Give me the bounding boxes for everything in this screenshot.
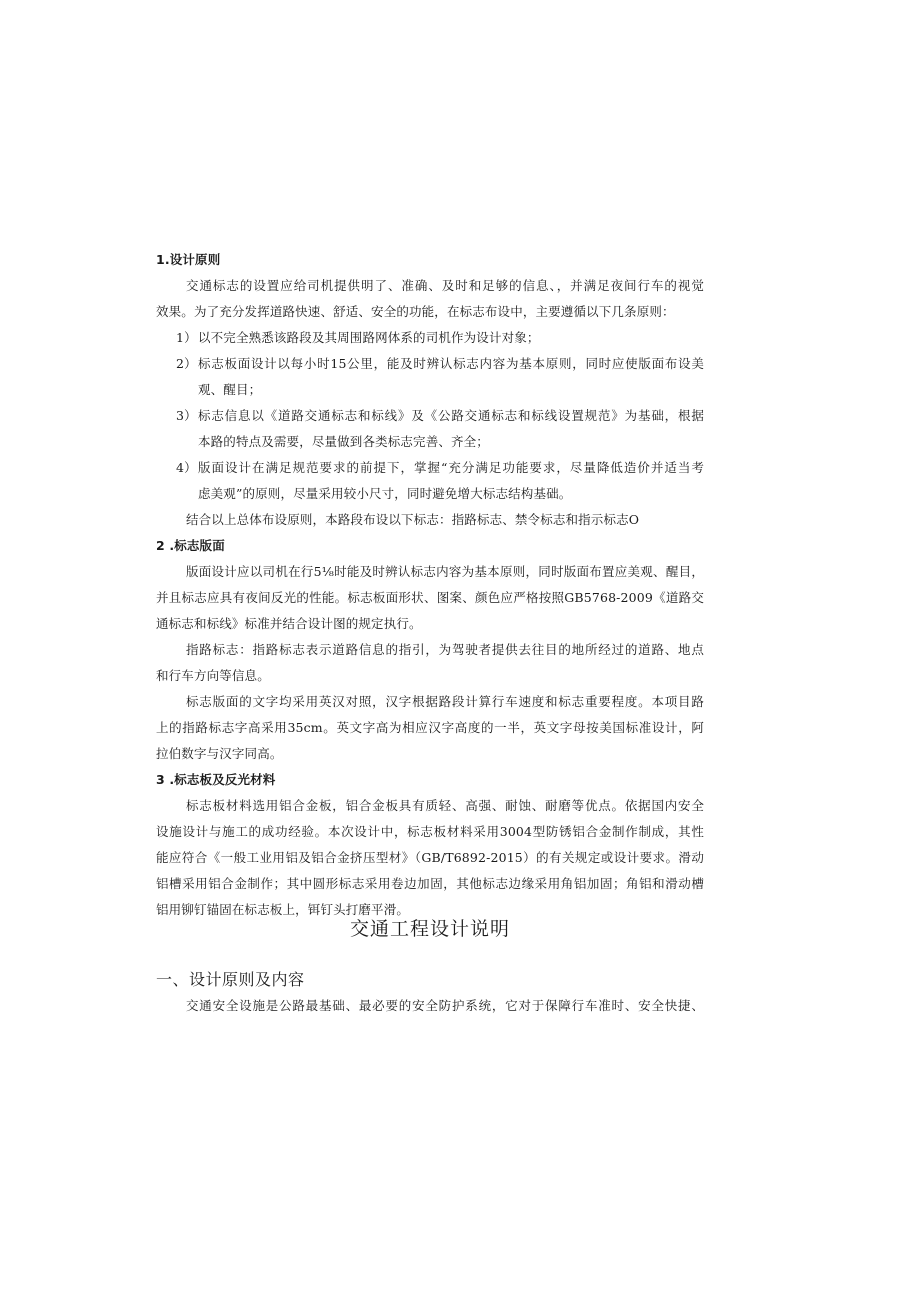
paragraph-line: 拉伯数字与汉字同高。 bbox=[156, 746, 283, 761]
paragraph-line: 标志版面的文字均采用英汉对照，汉字根据路段计算行车速度和标志重要程度。本项目路 bbox=[186, 694, 704, 709]
section-heading-sign-materials: 3 .标志板及反光材料 bbox=[156, 772, 276, 787]
paragraph-line: 上的指路标志字高采用35cm。英文字高为相应汉字高度的一半，英文字母按美国标准设计，阿 bbox=[156, 720, 704, 735]
paragraph-line: 版面设计应以司机在行5⅛时能及时辨认标志内容为基本原则，同时版面布置应美观、醒目， bbox=[186, 564, 704, 579]
paragraph-line: 交通标志的设置应给司机提供明了、准确、及时和足够的信息、，并满足夜间行车的视觉 bbox=[186, 278, 704, 293]
list-item-text: 本路的特点及需要，尽量做到各类标志完善、齐全； bbox=[198, 434, 489, 449]
section-heading-design-principles: 1.设计原则 bbox=[156, 252, 221, 267]
paragraph-line: 能应符合《一般工业用铝及铝合金挤压型材》（GB/T6892-2015）的有关规定或设计要求。滑动 bbox=[156, 850, 704, 865]
list-item-number: 2） bbox=[176, 356, 197, 371]
paragraph-line: 交通安全设施是公路最基础、最必要的安全防护系统，它对于保障行车准时、安全快捷、 bbox=[186, 998, 704, 1013]
list-item-text: 以不完全熟悉该路段及其周围路网体系的司机作为设计对象； bbox=[198, 330, 540, 345]
paragraph-line: 和行车方向等信息。 bbox=[156, 668, 270, 683]
paragraph-line: 设施设计与施工的成功经验。本次设计中，标志板材料采用3004型防锈铝合金制作制成，其性 bbox=[156, 824, 704, 839]
list-item-text: 标志信息以《道路交通标志和标线》及《公路交通标志和标线设置规范》为基础，根据 bbox=[198, 408, 704, 423]
list-item-number: 3） bbox=[176, 408, 197, 423]
list-item-text: 标志板面设计以每小时15公里，能及时辨认标志内容为基本原则，同时应使版面布设美 bbox=[198, 356, 704, 371]
section-heading-sign-layout: 2 .标志版面 bbox=[156, 538, 225, 553]
paragraph-line: 通标志和标线》标准并结合设计图的规定执行。 bbox=[156, 616, 422, 631]
list-item-number: 4） bbox=[176, 460, 197, 475]
paragraph-line: 效果。为了充分发挥道路快速、舒适、安全的功能，在标志布设中，主要遵循以下几条原则： bbox=[156, 304, 675, 319]
list-item-text: 虑美观”的原则，尽量采用较小尺寸，同时避免增大标志结构基础。 bbox=[198, 486, 572, 501]
paragraph-line: 并且标志应具有夜间反光的性能。标志板面形状、图案、颜色应严格按照GB5768-2009《道路交 bbox=[156, 590, 704, 605]
chapter-heading: 一、设计原则及内容 bbox=[156, 970, 305, 989]
paragraph-line: 铝槽采用铝合金制作；其中圆形标志采用卷边加固，其他标志边缘采用角铝加固；角铝和滑动槽 bbox=[156, 876, 704, 891]
paragraph-line: 铝用铆钉锚固在标志板上，铒钉头打磨平滑。 bbox=[156, 902, 410, 917]
list-item-text: 观、醒目； bbox=[198, 382, 262, 397]
paragraph-line: 结合以上总体布设原则，本路段布设以下标志：指路标志、禁令标志和指示标志O bbox=[186, 512, 640, 527]
list-item-text: 版面设计在满足规范要求的前提下，掌握“充分满足功能要求，尽量降低造价并适当考 bbox=[198, 460, 704, 475]
list-item-number: 1） bbox=[176, 330, 197, 345]
paragraph-line: 标志板材料选用铝合金板，铝合金板具有质轻、高强、耐蚀、耐磨等优点。依据国内安全 bbox=[186, 798, 704, 813]
document-title: 交通工程设计说明 bbox=[349, 918, 510, 940]
paragraph-line: 指路标志：指路标志表示道路信息的指引，为驾驶者提供去往目的地所经过的道路、地点 bbox=[186, 642, 704, 657]
